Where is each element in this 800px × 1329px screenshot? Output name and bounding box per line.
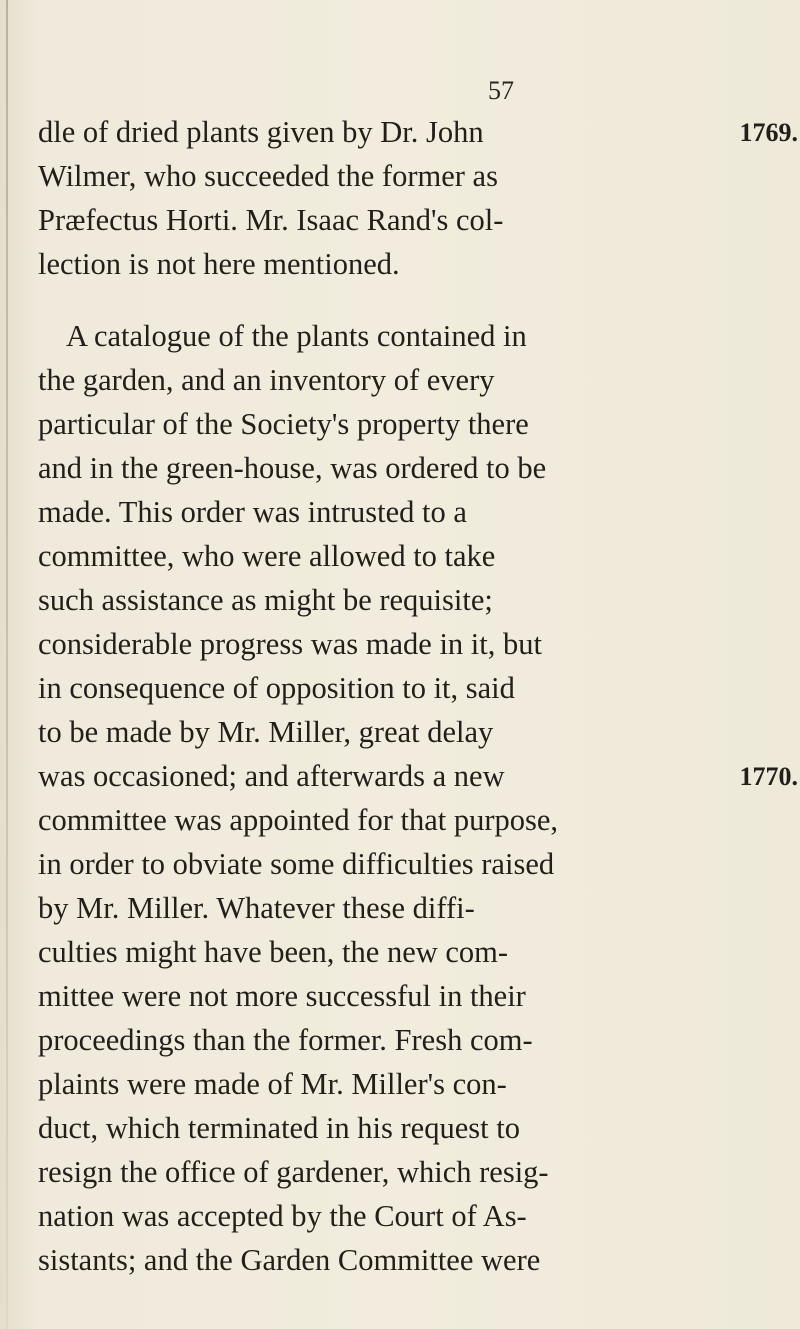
- page-edge-shadow: [6, 0, 8, 1329]
- text-line: [38, 844, 554, 884]
- line-text: proceedings than the former. Fresh com-: [38, 1023, 533, 1057]
- text-line: [38, 1196, 527, 1236]
- text-line: [38, 200, 503, 240]
- line-text: Præfectus Horti. Mr. Isaac Rand's col-: [38, 203, 504, 237]
- text-line: [38, 404, 529, 444]
- text-line: [38, 756, 505, 796]
- line-text: duct, which terminated in his request to: [38, 1111, 520, 1145]
- text-line: [38, 932, 508, 972]
- line-text: by Mr. Miller. Whatever these diffi-: [38, 891, 475, 925]
- line-text: was occasioned; and afterwards a new: [38, 759, 505, 793]
- line-text: Wilmer, who succeeded the former as: [38, 159, 498, 193]
- text-line: [38, 244, 400, 284]
- text-line: [38, 492, 467, 532]
- line-text: such assistance as might be requisite;: [38, 583, 493, 617]
- line-text: plaints were made of Mr. Miller's con-: [38, 1067, 507, 1101]
- text-line: [38, 1020, 533, 1060]
- line-text: resign the office of gardener, which resig-: [38, 1155, 549, 1189]
- line-text: culties might have been, the new com-: [38, 935, 509, 969]
- text-line: [38, 536, 495, 576]
- text-line: [38, 1152, 549, 1192]
- line-text: committee, who were allowed to take: [38, 539, 496, 573]
- text-line: [38, 1064, 507, 1104]
- text-line: [38, 976, 526, 1016]
- text-line: [38, 156, 498, 196]
- line-text: the garden, and an inventory of every: [38, 363, 495, 397]
- text-line: [66, 316, 527, 356]
- margin-year: 1769.: [739, 118, 798, 147]
- text-line: [38, 448, 546, 488]
- line-text: in consequence of opposition to it, said: [38, 671, 515, 705]
- text-line: [38, 1240, 540, 1280]
- text-line: [38, 712, 493, 752]
- line-text: and in the green-house, was ordered to be: [38, 451, 547, 485]
- margin-year: 1770.: [739, 762, 798, 791]
- text-line: [38, 580, 493, 620]
- text-line: [38, 888, 475, 928]
- text-line: [38, 1108, 520, 1148]
- line-text: mittee were not more successful in their: [38, 979, 526, 1013]
- text-line: [38, 800, 558, 840]
- text-line: [38, 624, 542, 664]
- text-line: [38, 360, 494, 400]
- line-text: considerable progress was made in it, but: [38, 627, 542, 661]
- line-text: nation was accepted by the Court of As-: [38, 1199, 527, 1233]
- line-text: dle of dried plants given by Dr. John: [38, 115, 484, 149]
- line-text: sistants; and the Garden Committee were: [38, 1243, 541, 1277]
- line-text: to be made by Mr. Miller, great delay: [38, 715, 494, 749]
- line-text: A catalogue of the plants contained in: [66, 319, 527, 353]
- line-text: particular of the Society's property there: [38, 407, 529, 441]
- line-text: made. This order was intrusted to a: [38, 495, 467, 529]
- text-line: [38, 112, 484, 152]
- text-line: [38, 668, 515, 708]
- page-number: 57: [488, 76, 514, 105]
- line-text: lection is not here mentioned.: [38, 247, 400, 281]
- line-text: committee was appointed for that purpose,: [38, 803, 559, 837]
- line-text: in order to obviate some difficulties raised: [38, 847, 555, 881]
